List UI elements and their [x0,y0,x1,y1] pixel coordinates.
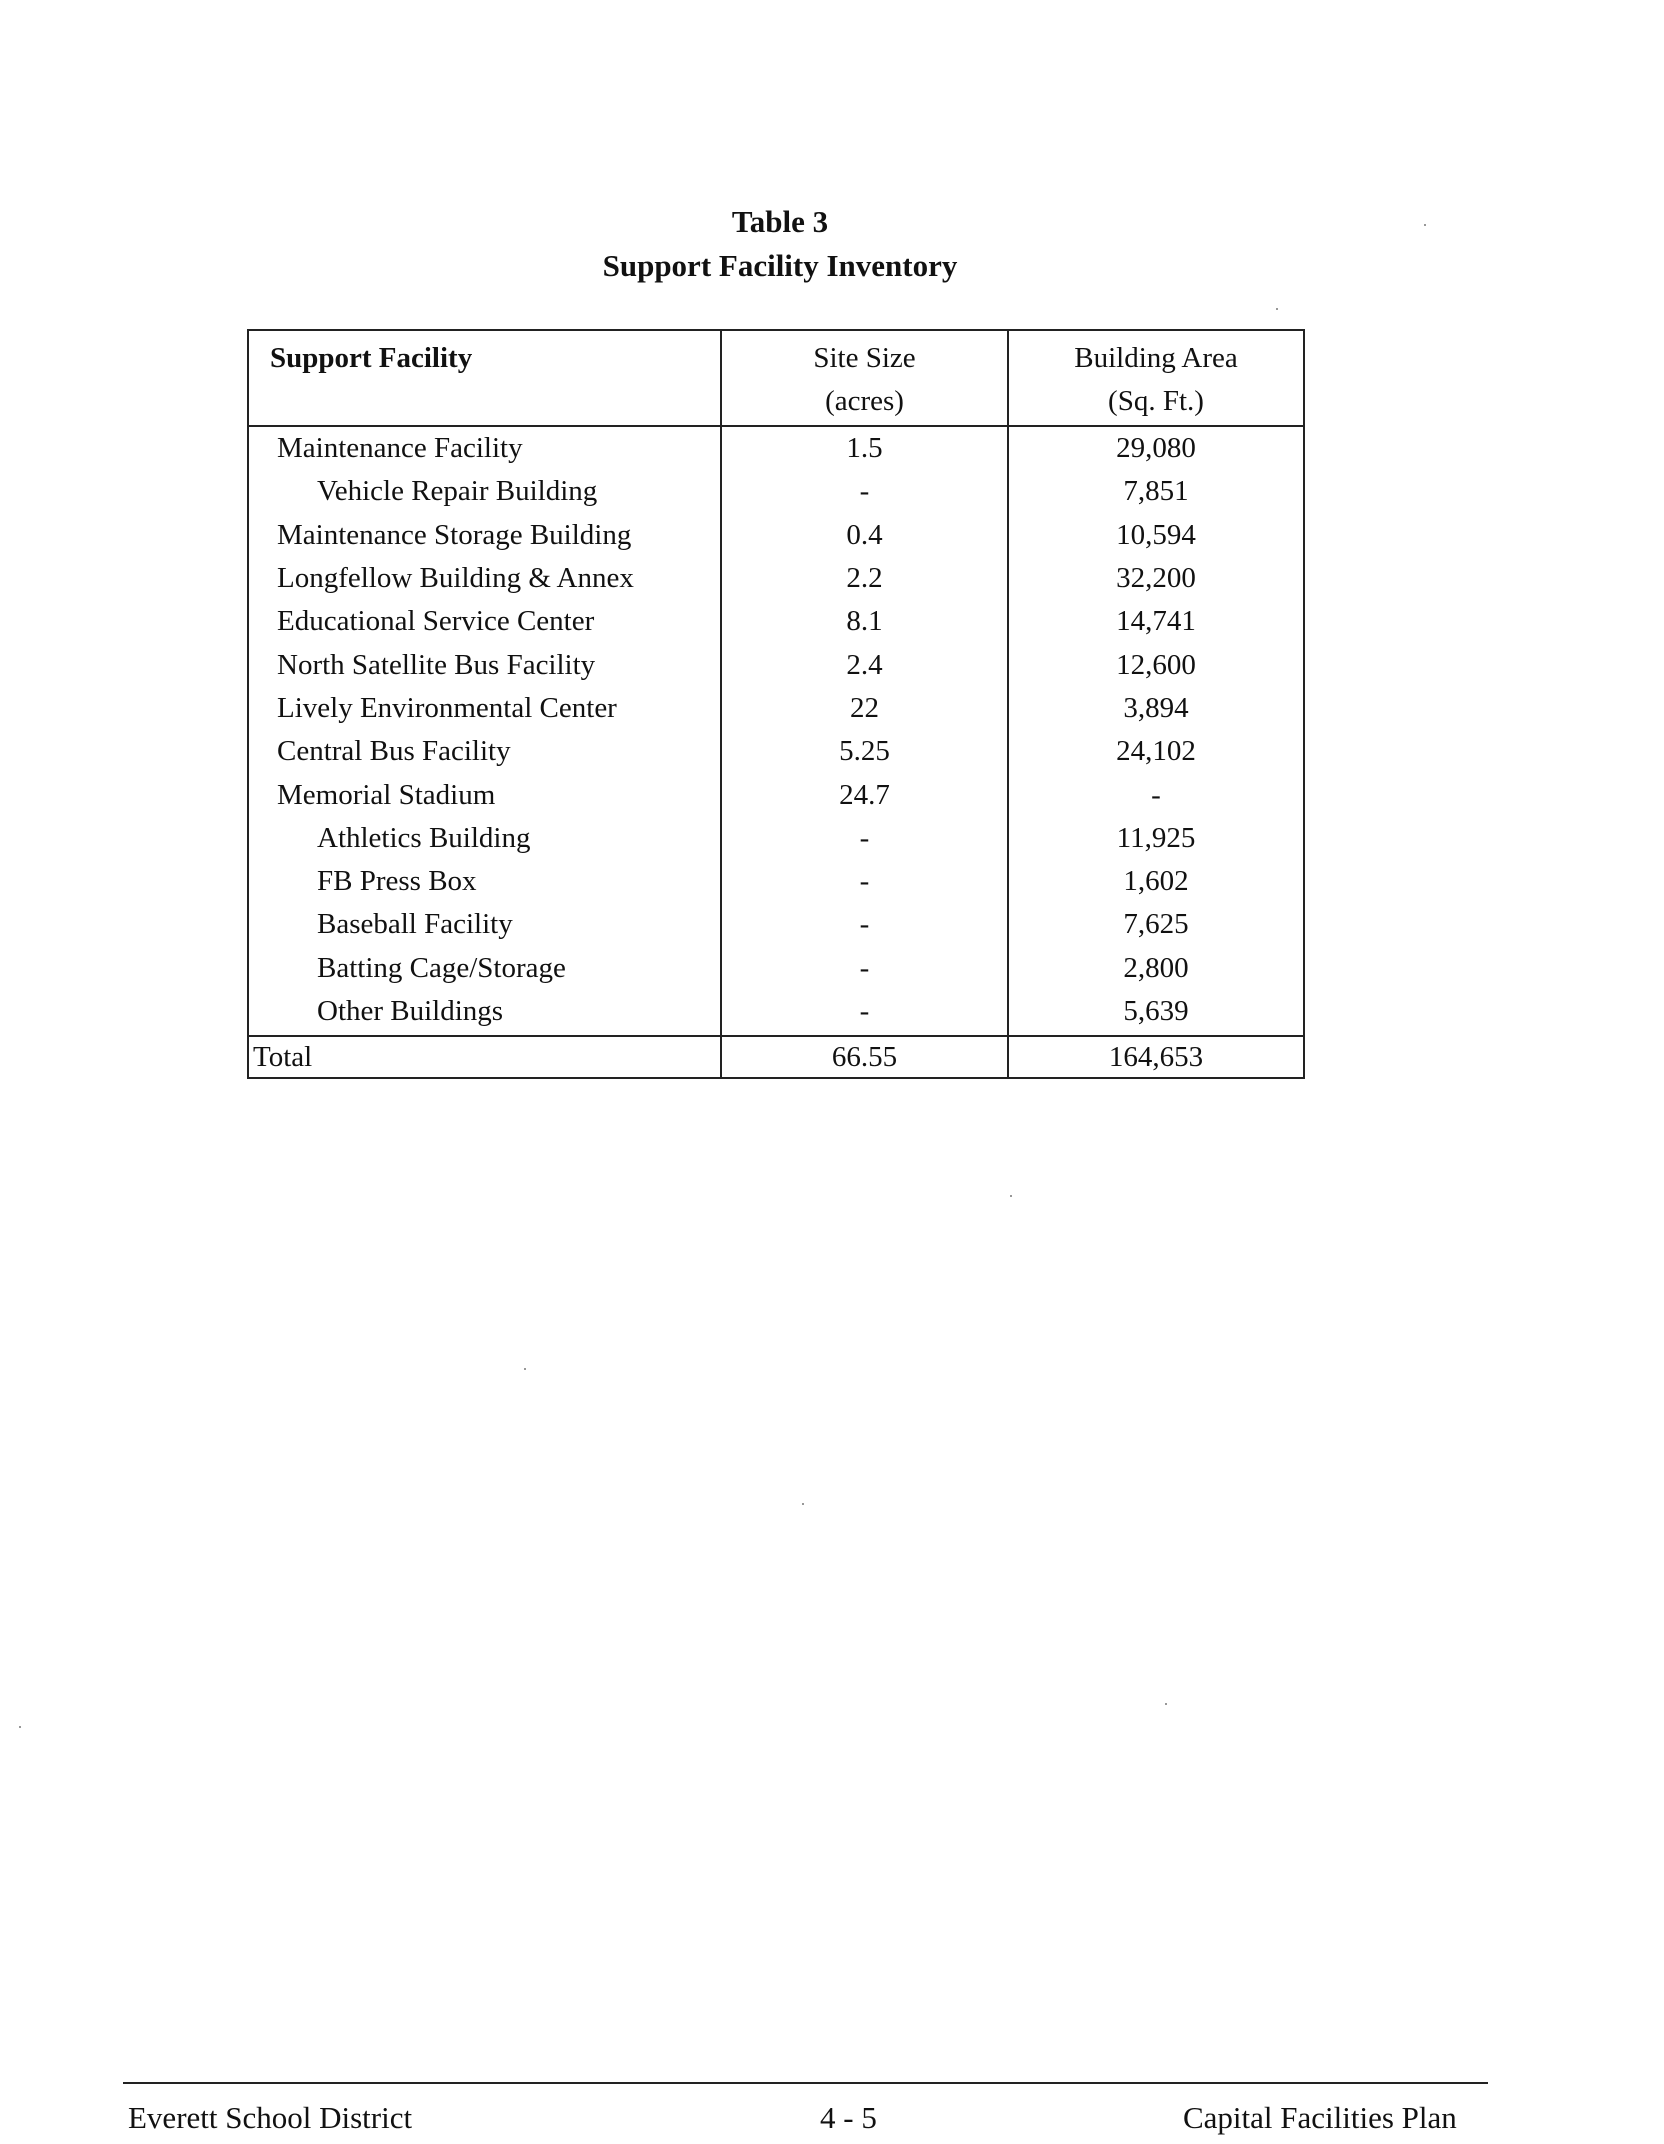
table-row [248,903,1304,946]
facility-name: Batting Cage/Storage [248,947,721,990]
header-building-area-label: Building Area [1074,342,1238,374]
site-size-value: 5.25 [721,730,1008,773]
table-row [248,730,1304,773]
building-area-value: 12,600 [1008,643,1304,686]
footer-divider [123,2082,1488,2084]
header-site-size-unit: (acres) [825,385,904,417]
table-row [248,557,1304,600]
scan-speck [19,1726,21,1728]
support-facility-table [247,329,1305,1079]
table-row [248,687,1304,730]
site-size-value: 8.1 [721,600,1008,643]
table-body [248,426,1304,1036]
table-number: Table 3 [731,204,829,239]
header-building-area-unit: (Sq. Ft.) [1108,385,1204,417]
table-row [248,817,1304,860]
table-row [248,426,1304,470]
facility-name: Baseball Facility [248,903,721,946]
site-size-value: 24.7 [721,773,1008,816]
facility-name: Educational Service Center [248,600,721,643]
facility-name: Memorial Stadium [248,773,721,816]
table-header-row [248,330,1304,426]
table-row [248,860,1304,903]
site-size-value: - [721,470,1008,513]
building-area-value: 7,625 [1008,903,1304,946]
table-row [248,947,1304,990]
total-label: Total [248,1036,721,1078]
building-area-value: 29,080 [1008,426,1304,470]
scan-speck [524,1368,526,1370]
scan-speck [802,1503,804,1505]
scan-speck [1165,1703,1167,1705]
building-area-value: 2,800 [1008,947,1304,990]
site-size-value: - [721,947,1008,990]
header-support-facility-label: Support Facility [270,342,473,374]
header-building-area [1008,330,1304,426]
site-size-value: - [721,903,1008,946]
table-row [248,514,1304,557]
facility-name: Maintenance Facility [248,426,721,470]
building-area-value: 3,894 [1008,687,1304,730]
table-row [248,773,1304,816]
table-row [248,990,1304,1036]
building-area-value: - [1008,773,1304,816]
facility-name: Maintenance Storage Building [248,514,721,557]
header-support-facility [248,330,721,426]
scan-speck [1424,224,1426,226]
facility-name: Lively Environmental Center [248,687,721,730]
building-area-value: 7,851 [1008,470,1304,513]
facility-name: North Satellite Bus Facility [248,643,721,686]
facility-name: Central Bus Facility [248,730,721,773]
total-site-size: 66.55 [721,1036,1008,1078]
building-area-value: 1,602 [1008,860,1304,903]
scan-speck [1276,308,1278,310]
building-area-value: 24,102 [1008,730,1304,773]
facility-name: Athletics Building [248,817,721,860]
total-row [248,1036,1304,1078]
footer-page-number: 4 - 5 [820,2100,877,2135]
facility-name: Vehicle Repair Building [248,470,721,513]
building-area-value: 14,741 [1008,600,1304,643]
building-area-value: 5,639 [1008,990,1304,1036]
site-size-value: 1.5 [721,426,1008,470]
building-area-value: 32,200 [1008,557,1304,600]
building-area-value: 10,594 [1008,514,1304,557]
site-size-value: - [721,860,1008,903]
table-row [248,643,1304,686]
site-size-value: 2.4 [721,643,1008,686]
header-site-size [721,330,1008,426]
site-size-value: - [721,817,1008,860]
footer-document-title: Capital Facilities Plan [1183,2100,1457,2135]
site-size-value: 22 [721,687,1008,730]
facility-name: Other Buildings [248,990,721,1036]
header-site-size-label: Site Size [813,342,916,374]
table-title: Support Facility Inventory [602,248,958,283]
site-size-value: 2.2 [721,557,1008,600]
table-row [248,470,1304,513]
scan-speck [1010,1195,1012,1197]
facility-name: Longfellow Building & Annex [248,557,721,600]
facility-name: FB Press Box [248,860,721,903]
site-size-value: - [721,990,1008,1036]
building-area-value: 11,925 [1008,817,1304,860]
table-row [248,600,1304,643]
total-building-area: 164,653 [1008,1036,1304,1078]
site-size-value: 0.4 [721,514,1008,557]
footer-organization: Everett School District [128,2100,413,2135]
